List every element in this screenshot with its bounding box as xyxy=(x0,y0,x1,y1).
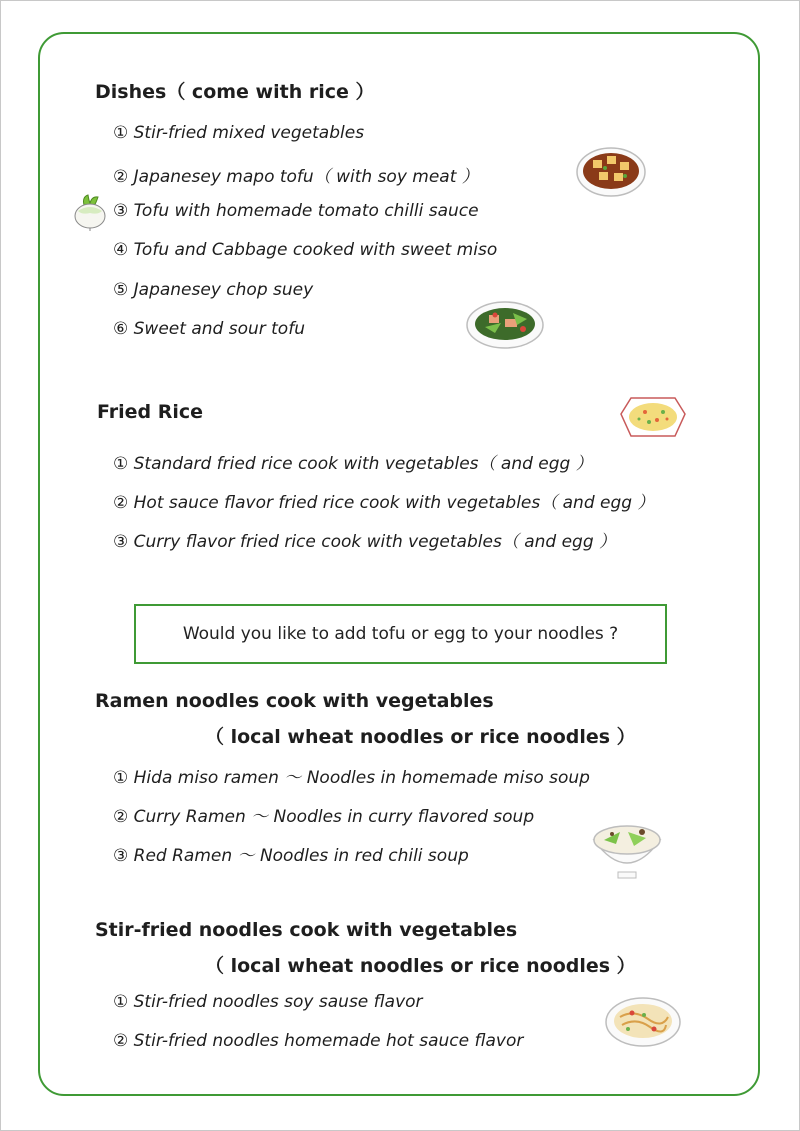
stir-fried-noodles-item-2: ② Stir-fried noodles homemade hot sauce flavor xyxy=(113,1031,524,1051)
ramen-heading: Ramen noodles cook with vegetables xyxy=(95,690,494,712)
ramen-subheading: （ local wheat noodles or rice noodles ） xyxy=(205,726,636,748)
dish-item-2: ② Japanesey mapo tofu（ with soy meat ） xyxy=(113,167,479,187)
ramen-item-2: ② Curry Ramen ～ Noodles in curry flavored soup xyxy=(113,807,535,827)
dish-item-3: ③ Tofu with homemade tomato chilli sauce xyxy=(113,201,479,221)
stir-fried-noodles-heading: Stir-fried noodles cook with vegetables xyxy=(95,919,518,941)
ramen-item-1: ① Hida miso ramen ～ Noodles in homemade miso soup xyxy=(113,768,590,788)
fried-rice-heading: Fried Rice xyxy=(97,401,204,423)
ramen-item-3: ③ Red Ramen ～ Noodles in red chili soup xyxy=(113,846,469,866)
ramen-bowl-icon xyxy=(590,818,664,880)
notice-text: Would you like to add tofu or egg to your noodles ? xyxy=(182,624,619,644)
stir-fry-plate-icon xyxy=(465,299,545,351)
dish-item-4: ④ Tofu and Cabbage cooked with sweet miso xyxy=(113,240,498,260)
notice-box xyxy=(134,604,667,664)
dish-item-6: ⑥ Sweet and sour tofu xyxy=(113,319,305,339)
fried-rice-plate-icon xyxy=(617,392,689,442)
dish-item-1: ① Stir-fried mixed vegetables xyxy=(113,123,365,143)
stir-fried-noodles-subheading: （ local wheat noodles or rice noodles ） xyxy=(205,955,636,977)
fried-rice-item-3: ③ Curry flavor fried rice cook with vegetables（ and egg ） xyxy=(113,532,617,552)
mapo-tofu-plate-icon xyxy=(575,142,647,198)
dish-item-5: ⑤ Japanesey chop suey xyxy=(113,280,314,300)
turnip-icon xyxy=(72,193,108,231)
dishes-heading: Dishes（ come with rice ） xyxy=(95,81,375,103)
stir-fried-noodles-item-1: ① Stir-fried noodles soy sause flavor xyxy=(113,992,423,1012)
fried-rice-item-2: ② Hot sauce flavor fried rice cook with vegetables（ and egg ） xyxy=(113,493,655,513)
fried-rice-item-1: ① Standard fried rice cook with vegetables（ and egg ） xyxy=(113,454,593,474)
noodles-plate-icon xyxy=(604,995,682,1049)
